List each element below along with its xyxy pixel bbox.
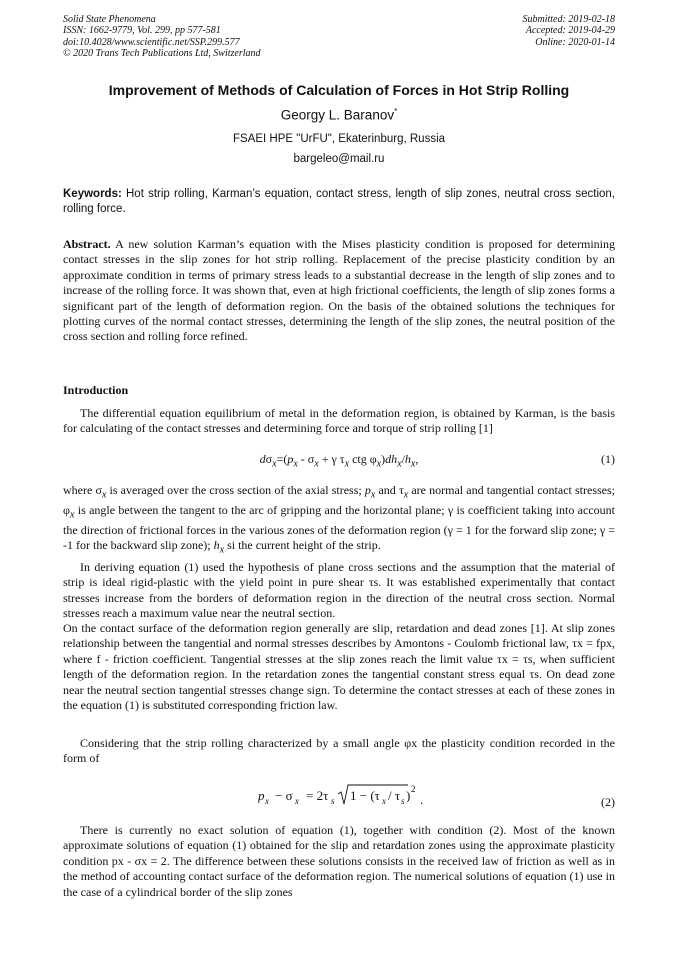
equation-1-number: (1) <box>601 452 615 466</box>
author-name: Georgy L. Baranov <box>280 107 395 123</box>
equation-1-expression: $d\sigma_x=(p_x - \sigma_x + \gamma$ $\tau_x$ ctg $\varphi_x)dh_x/h_x$, <box>259 452 419 470</box>
keywords-text: Hot strip rolling, Karman’s equation, contact stress, length of slip zones, neutral cross section, rolling force. <box>63 188 615 215</box>
svg-text:/ τ: / τ <box>388 788 401 803</box>
svg-text:− σ: − σ <box>275 788 293 803</box>
keywords-label: Keywords: <box>63 188 122 200</box>
equation-2-number: (2) <box>601 795 615 809</box>
paper-title: Improvement of Methods of Calculation of Forces in Hot Strip Rolling <box>108 82 570 98</box>
author-line <box>40 107 638 123</box>
svg-text:): ) <box>406 788 411 803</box>
intro-paragraph-5: Considering that the strip rolling characterized by a small angle φx the plasticity condition recorded in the form of <box>63 736 615 766</box>
svg-text:1 − (τ: 1 − (τ <box>350 788 380 803</box>
submitted-date: Submitted: 2019-02-18 <box>522 14 615 25</box>
journal-info <box>63 14 261 60</box>
abstract-text: A new solution Karman’s equation with the Mises plasticity condition is proposed for determining contact stresses in the slip zones for hot strip rolling. Replacement of the precise plasticity condition by an approximate condition in terms of primary stress leads to a substantial decrease in the length of slip zones and to increase of the rolling force. It was shown that, even at high frictional coefficients, the length of slip zones forms a significant part of the length of deformation region. On the basis of the obtained solutions the techniques for plotting curves of the normal contact stresses, determining the length of the slip zones, the neutral position of the cross section and rolling force refined. <box>63 237 615 344</box>
author-mark: * <box>394 107 398 116</box>
svg-text:x: x <box>295 796 299 806</box>
equation-2-formula <box>258 778 488 812</box>
svg-text:x: x <box>265 796 269 806</box>
intro-paragraph-3: In deriving equation (1) used the hypothesis of plane cross sections and the assumption that the material of strip is ideal rigid-plastic with the yield point in pure shear τs. It was established experimentally that contact stresses increase from the borders of deformation region in the direction of the neutral cross section. Normal stresses reach a maximum value near the neutral section. <box>63 560 615 621</box>
svg-text:= 2τ: = 2τ <box>306 788 329 803</box>
equation-2 <box>63 778 615 814</box>
keywords-section <box>63 187 615 217</box>
affiliation: FSAEI HPE "UrFU", Ekaterinburg, Russia <box>232 133 446 145</box>
accepted-date: Accepted: 2019-04-29 <box>525 25 615 37</box>
svg-text:s: s <box>331 796 335 806</box>
journal-name: Solid State Phenomena <box>63 14 156 25</box>
author-email: bargeleo@mail.ru <box>293 153 385 165</box>
intro-paragraph-1: The differential equation equilibrium of metal in the deformation region, is obtained by Karman, is the basis for calculating of the contact stresses and determining force and torque of strip rolling [1] <box>63 406 615 436</box>
abstract-label: Abstract. <box>63 237 111 251</box>
intro-paragraph-6: There is currently no exact solution of equation (1), together with condition (2). Most of the known approximate solutions of equation (1) obtained for the slip and retardation zones using the approximate plasticity condition px - σx = 2. The difference between these solutions consists in the received law of friction as well as in the method of accounting contact surface of the deformation region. The numerical solutions of equation (1) use in the case of a cylindrical border of the slip zones <box>63 823 615 899</box>
svg-text:x: x <box>382 796 386 806</box>
intro-paragraph-2: where $\sigma_x$ is averaged over the cross section of the axial stress; $p_x$ and $\tau_x$ are normal and tangential contact stresses; $\varphi_x$ is angle between the tangent to the arc of gripping and the horizontal plane; γ is coefficient taking into account the direction of frictional forces in the various zones of the deformation region (γ = 1 for the forward slip zone; γ = -1 for the backward slip zone); $h_x$ si the current height of the strip. <box>63 483 615 556</box>
doi-line: doi:10.4028/www.scientific.net/SSP.299.577 <box>63 36 240 48</box>
svg-text:p: p <box>258 788 265 803</box>
introduction-heading: Introduction <box>63 383 129 397</box>
online-date: Online: 2020-01-14 <box>535 36 615 48</box>
abstract-section <box>63 237 615 345</box>
svg-text:.: . <box>420 792 424 807</box>
intro-paragraph-4: On the contact surface of the deformation region generally are slip, retardation and dead zones [1]. At slip zones relationship between the tangential and normal stresses describes by Amontons - Coulomb frictional law, τx = fpx, where f - friction coefficient. Tangential stresses at the slip zones reach the limit value τx = τs, when sufficient length of the deformation region. In the retardation zones the tangential constant stress equal τs. On dead zone near the neutral section tangential stresses change sign. To determine the contact stresses at each of these zones in the equation (1) is substituted corresponding friction law. <box>63 621 615 713</box>
svg-text:s: s <box>401 796 405 806</box>
publication-dates <box>523 14 616 48</box>
copyright-line: © 2020 Trans Tech Publications Ltd, Switzerland <box>63 48 261 60</box>
svg-text:2: 2 <box>411 784 416 794</box>
issn-line: ISSN: 1662-9779, Vol. 299, pp 577-581 <box>63 25 221 37</box>
